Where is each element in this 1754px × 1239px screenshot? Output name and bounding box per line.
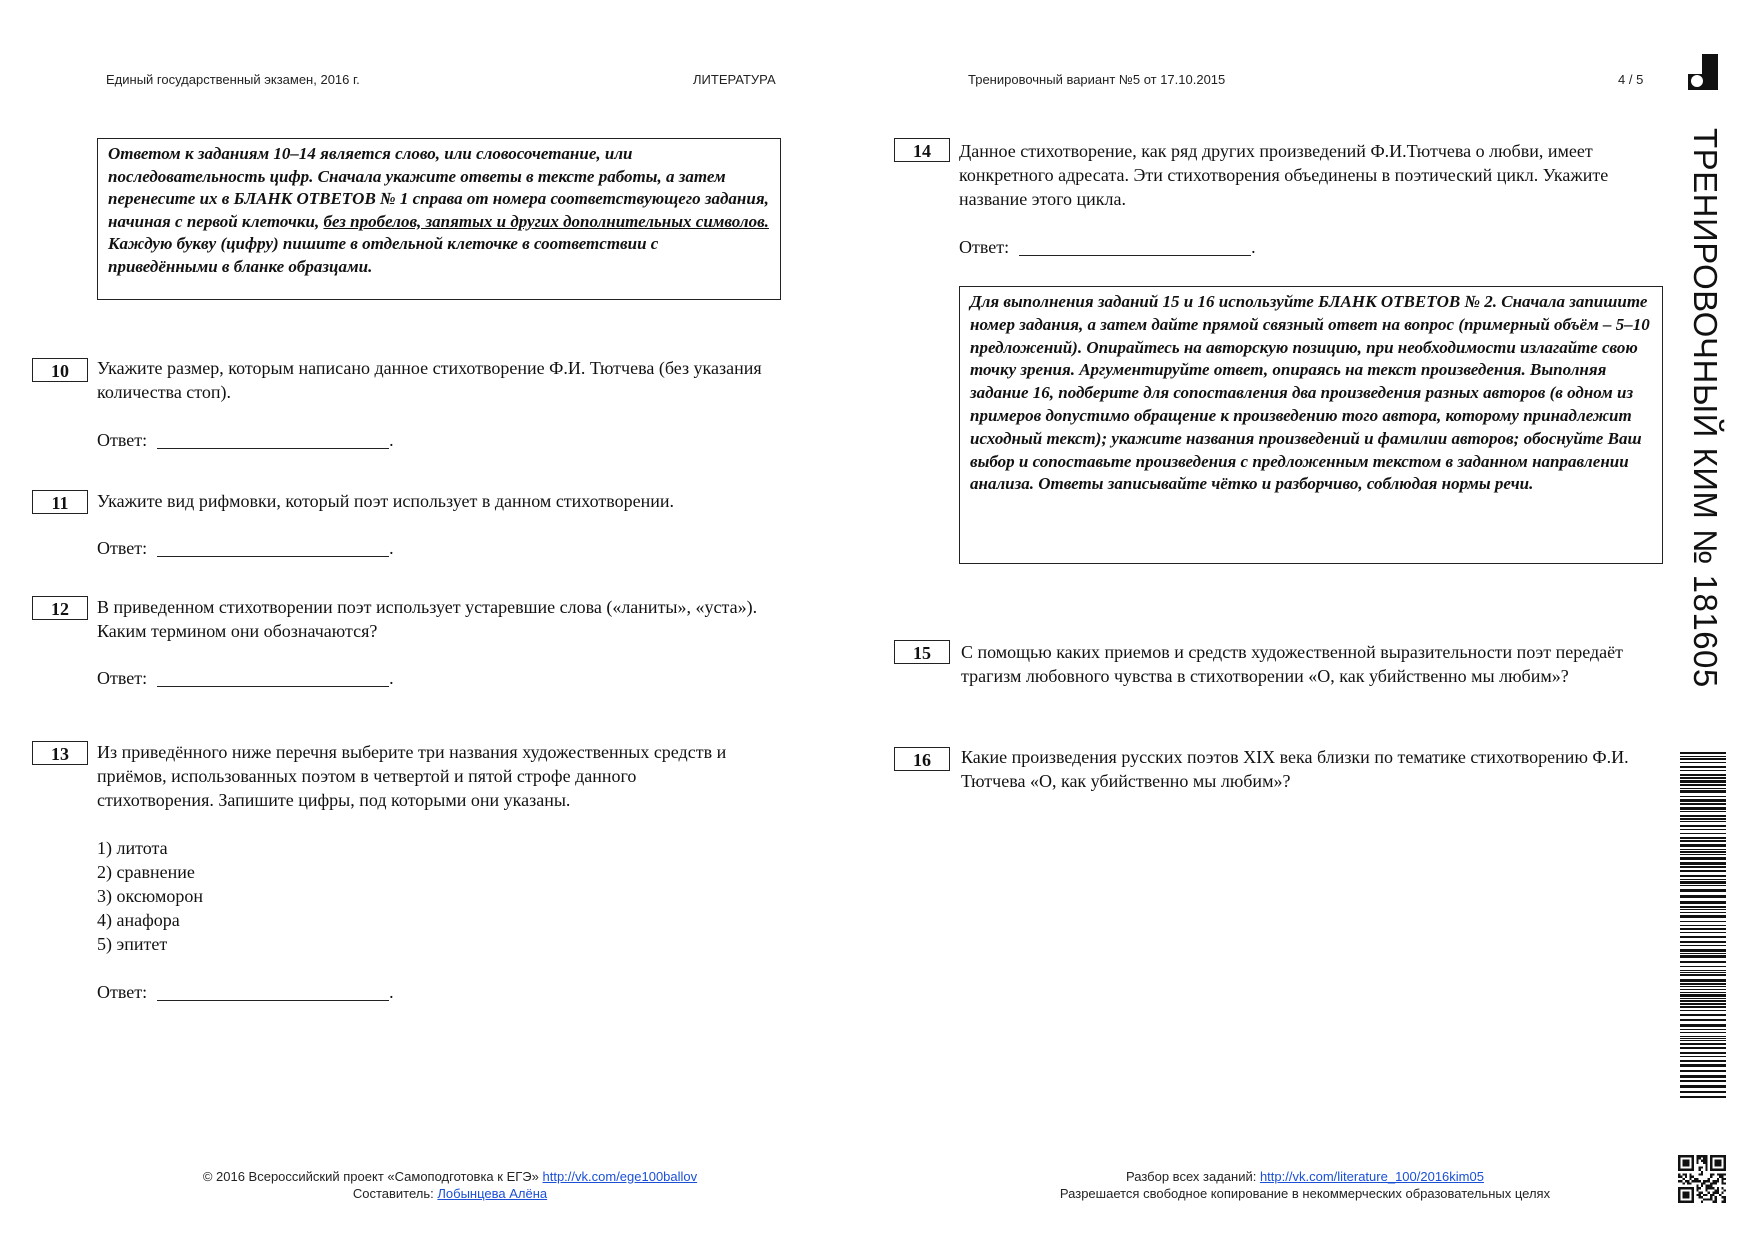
- answer-row-12: [97, 666, 394, 690]
- task-number-11: 11: [32, 490, 88, 514]
- question-10-text: Укажите размер, которым написано данное стихотворение Ф.И. Тютчева (без указания количества стоп).: [97, 358, 762, 402]
- option-item: 2) сравнение: [97, 862, 195, 882]
- option-item: 4) анафора: [97, 910, 180, 930]
- instruction-text-part1: Ответом к заданиям 10–14 является слово, или словосочетание, или последовательность цифр. Сначала укажите ответы в тексте работы, а затем перенесите их в БЛАНК ОТВЕТОВ № 1 справа от номера соответствующего задания, начиная с первой клеточки,: [108, 144, 769, 231]
- footer-author-label: Составитель:: [352, 1186, 434, 1201]
- header-variant: Тренировочный вариант №5 от 17.10.2015: [968, 72, 1226, 87]
- answer-field-14[interactable]: [1019, 237, 1251, 256]
- answer-row-14: [959, 235, 1256, 259]
- footer-author-link[interactable]: Лобынцева Алёна: [437, 1186, 548, 1201]
- footer-analysis-label: Разбор всех заданий:: [1126, 1169, 1257, 1184]
- answer-row-13: [97, 980, 394, 1004]
- answer-end: .: [389, 982, 394, 1002]
- barcode-icon: [1680, 752, 1726, 1100]
- answer-end: .: [389, 538, 394, 558]
- question-16-text: Какие произведения русских поэтов XIX века близки по тематике стихотворению Ф.И. Тютчева «О, как убийственно мы любим»?: [961, 747, 1629, 791]
- answer-field-10[interactable]: [157, 430, 389, 449]
- footer-left: [120, 1168, 780, 1202]
- task-number-15: 15: [894, 640, 950, 664]
- answer-label: Ответ:: [97, 982, 148, 1002]
- footer-link-ege100ballov[interactable]: http://vk.com/ege100ballov: [542, 1169, 698, 1184]
- instruction-text-underlined: без пробелов, запятых и других дополнительных символов.: [323, 211, 769, 231]
- instruction-box-tasks-10-14: [97, 138, 781, 300]
- footer-link-analysis[interactable]: http://vk.com/literature_100/2016kim05: [1259, 1169, 1484, 1184]
- answer-end: .: [389, 430, 394, 450]
- side-label-kim: ТРЕНИРОВОЧНЫЙ КИМ № 181605: [1687, 128, 1724, 688]
- footer-copyright: © 2016 Всероссийский проект «Самоподготовка к ЕГЭ»: [202, 1169, 539, 1184]
- question-13-options: [97, 836, 203, 956]
- header-subject: ЛИТЕРАТУРА: [693, 72, 776, 87]
- answer-label: Ответ:: [97, 430, 148, 450]
- task-number-12: 12: [32, 596, 88, 620]
- header-exam-title: Единый государственный экзамен, 2016 г.: [106, 72, 360, 87]
- footer-license: Разрешается свободное копирование в некоммерческих образовательных целях: [1059, 1186, 1551, 1201]
- exam-logo-icon: [1688, 54, 1718, 90]
- answer-field-11[interactable]: [157, 538, 389, 557]
- task-number-14: 14: [894, 138, 950, 162]
- question-12-text: В приведенном стихотворении поэт использует устаревшие слова («ланиты», «уста»). Каким термином они обозначаются?: [97, 597, 758, 641]
- footer-right: [1000, 1168, 1610, 1202]
- option-item: 3) оксюморон: [97, 886, 204, 906]
- answer-row-10: [97, 428, 394, 452]
- answer-field-12[interactable]: [157, 668, 389, 687]
- answer-label: Ответ:: [959, 237, 1010, 257]
- answer-label: Ответ:: [97, 538, 148, 558]
- question-13-text: Из приведённого ниже перечня выберите три названия художественных средств и приёмов, использованных поэтом в четвертой и пятой строфе данного стихотворения. Запишите цифры, под которыми они указаны.: [97, 742, 727, 810]
- question-11-text: Укажите вид рифмовки, который поэт использует в данном стихотворении.: [97, 491, 675, 511]
- task-number-13: 13: [32, 741, 88, 765]
- qr-code-icon: [1678, 1155, 1726, 1203]
- question-15-text: С помощью каких приемов и средств художественной выразительности поэт передаёт трагизм любовного чувства в стихотворении «О, как убийственно мы любим»?: [961, 642, 1624, 686]
- answer-end: .: [1251, 237, 1256, 257]
- question-14-text: Данное стихотворение, как ряд других произведений Ф.И.Тютчева о любви, имеет конкретного адресата. Эти стихотворения объединены в поэтический цикл. Укажите название этого цикла.: [959, 141, 1609, 209]
- task-number-10: 10: [32, 358, 88, 382]
- instruction-text-part2: Каждую букву (цифру) пишите в отдельной клеточке в соответствии с приведёнными в бланке образцами.: [108, 234, 659, 276]
- instruction-box-tasks-15-16: Для выполнения заданий 15 и 16 используйте БЛАНК ОТВЕТОВ № 2. Сначала запишите номер задания, а затем дайте прямой связный ответ на вопрос (примерный объём – 5–10 предложений). Опирайтесь на авторскую позицию, при необходимости излагайте свою точку зрения. Аргументируйте ответ, опираясь на текст произведения. Выполняя задание 16, подберите для сопоставления два произведения разных авторов (в одном из примеров допустимо обращение к произведению того автора, которому принадлежит исходный текст); укажите названия произведений и фамилии авторов; обоснуйте Ваш выбор и сопоставьте произведения с предложенным текстом в заданном направлении анализа. Ответы записывайте чётко и разборчиво, соблюдая нормы речи.: [959, 286, 1663, 564]
- answer-row-11: [97, 536, 394, 560]
- answer-field-13[interactable]: [157, 982, 389, 1001]
- option-item: 5) эпитет: [97, 934, 168, 954]
- task-number-16: 16: [894, 747, 950, 771]
- side-label-container: [1684, 128, 1724, 728]
- header-page-number: 4 / 5: [1618, 72, 1644, 87]
- answer-end: .: [389, 668, 394, 688]
- option-item: 1) литота: [97, 838, 168, 858]
- answer-label: Ответ:: [97, 668, 148, 688]
